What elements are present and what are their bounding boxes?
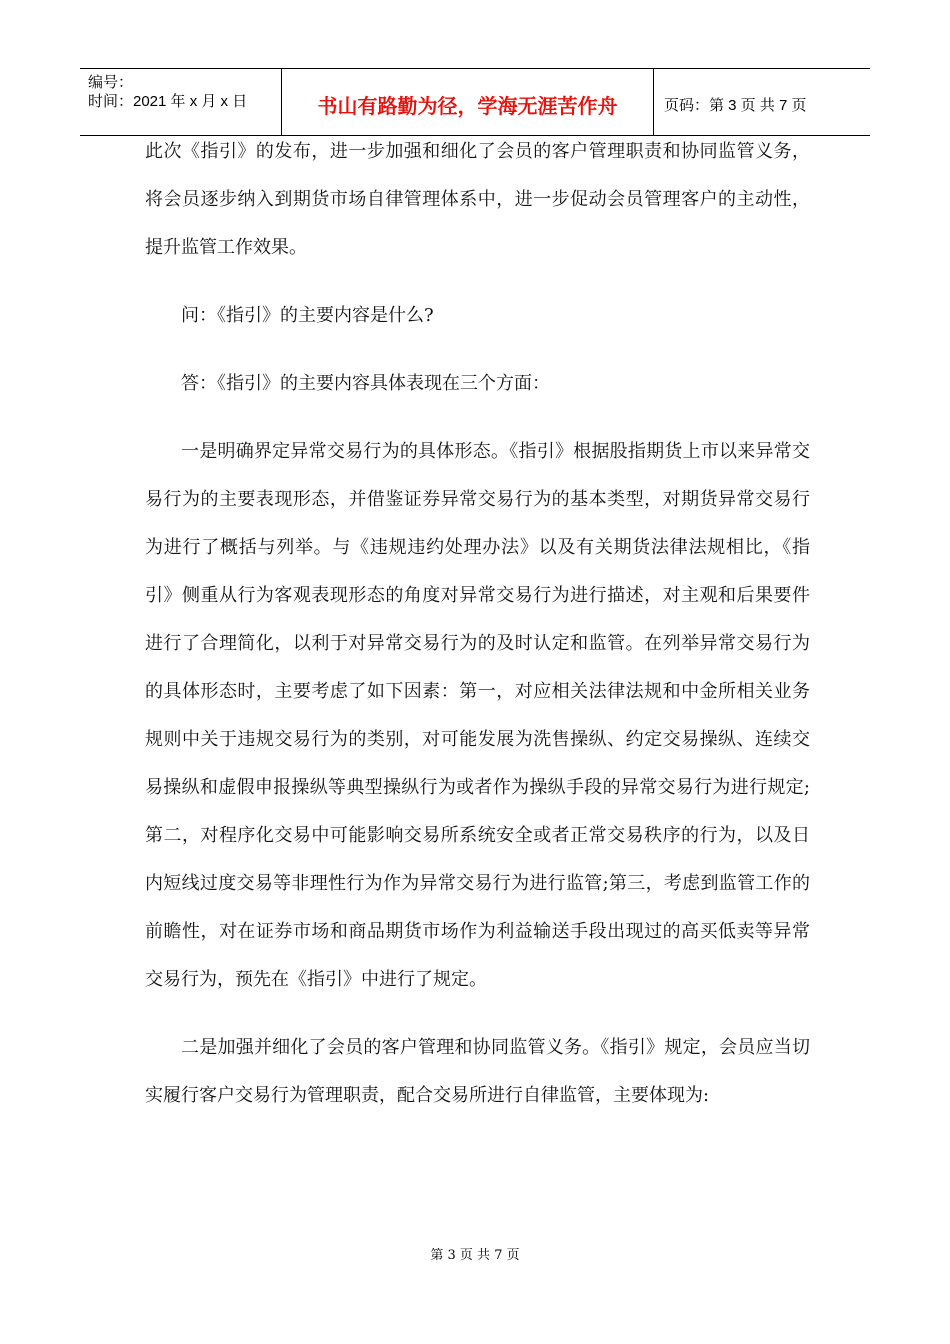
header-meta bbox=[80, 69, 282, 135]
page-header bbox=[80, 68, 870, 136]
page-footer: 第 3 页 共 7 页 bbox=[430, 1248, 520, 1263]
header-motto: 书山有路勤为径，学海无涯苦作舟 bbox=[282, 69, 654, 135]
question-line: 问：《指引》的主要内容是什么? bbox=[181, 305, 434, 326]
answer-line: 答：《指引》的主要内容具体表现在三个方面： bbox=[181, 373, 550, 394]
paragraph-point-two: 二是加强并细化了会员的客户管理和协同监管义务。《指引》规定，会员应当切实履行客户交易行为管理职责，配合交易所进行自律监管，主要体现为: bbox=[145, 1037, 810, 1106]
document-body bbox=[145, 128, 810, 1120]
paragraph-intro: 此次《指引》的发布，进一步加强和细化了会员的客户管理职责和协同监管义务，将会员逐步纳入到期货市场自律管理体系中，进一步促动会员管理客户的主动性，提升监管工作效果。 bbox=[145, 141, 810, 258]
header-page-info: 页码：第 3 页 共 7 页 bbox=[664, 96, 807, 114]
time-label: 时间：2021 年 x 月 x 日 bbox=[88, 93, 248, 110]
paragraph-point-one: 一是明确界定异常交易行为的具体形态。《指引》根据股指期货上市以来异常交易行为的主要表现形态，并借鉴证券异常交易行为的基本类型，对期货异常交易行为进行了概括与列举。与《违规违约处理办法》以及有关期货法律法规相比，《指引》侧重从行为客观表现形态的角度对异常交易行为进行描述，对主观和后果要件进行了合理简化，以利于对异常交易行为的及时认定和监管。在列举异常交易行为的具体形态时，主要考虑了如下因素：第一，对应相关法律法规和中金所相关业务规则中关于违规交易行为的类别，对可能发展为洗售操纵、约定交易操纵、连续交易操纵和虚假申报操纵等典型操纵行为或者作为操纵手段的异常交易行为进行规定;第二，对程序化交易中可能影响交易所系统安全或者正常交易秩序的行为，以及日内短线过度交易等非理性行为作为异常交易行为进行监管;第三，考虑到监管工作的前瞻性，对在证券市场和商品期货市场作为利益输送手段出现过的高买低卖等异常交易行为，预先在《指引》中进行了规定。 bbox=[145, 441, 810, 990]
number-label: 编号： bbox=[88, 74, 134, 91]
